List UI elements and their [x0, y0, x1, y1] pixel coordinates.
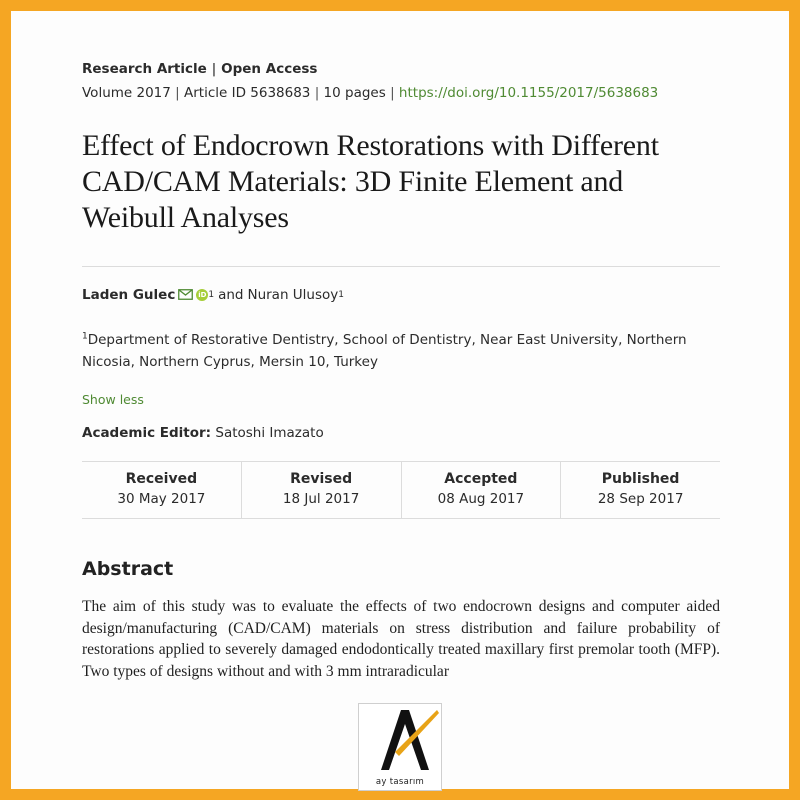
date-value: 18 Jul 2017 [282, 491, 360, 507]
article-id: Article ID 5638683 [184, 85, 311, 101]
article-title: Effect of Endocrown Restorations with Different CAD/CAM Materials: 3D Finite Element and Weibull Analyses [82, 129, 659, 234]
mail-icon[interactable] [178, 288, 193, 304]
affiliation [82, 329, 722, 373]
date-published [560, 462, 720, 518]
show-less-link[interactable]: Show less [82, 392, 144, 407]
affiliation-number: 1 [82, 331, 88, 342]
date-value: 08 Aug 2017 [437, 491, 525, 507]
doi-link[interactable]: https://doi.org/10.1155/2017/5638683 [398, 85, 659, 101]
editor-name: Satoshi Imazato [215, 425, 324, 441]
date-accepted [401, 462, 561, 518]
article-type: Research Article [82, 61, 207, 77]
date-value: 28 Sep 2017 [597, 491, 684, 507]
logo-text: ay tasarım [375, 777, 425, 787]
affiliation-text: Department of Restorative Dentistry, School of Dentistry, Near East University, Northern Nicosia, Northern Cyprus, Mersin 10, Turkey [82, 332, 687, 370]
watermark-logo [358, 703, 442, 791]
logo-a-mark-icon [359, 704, 443, 778]
author-connector: and [218, 287, 244, 303]
date-value: 30 May 2017 [117, 491, 206, 507]
academic-editor [82, 425, 324, 441]
abstract-heading: Abstract [82, 558, 174, 580]
date-label: Accepted [444, 471, 518, 487]
date-label: Received [125, 471, 198, 487]
orcid-icon[interactable]: iD [198, 291, 207, 299]
author-nuran-ulusoy[interactable]: Nuran Ulusoy [247, 287, 339, 303]
editor-label: Academic Editor: [82, 425, 212, 441]
access-label: Open Access [221, 61, 318, 77]
abstract-text: The aim of this study was to evaluate the effects of two endocrown designs and computer aided design/manufacturing (CAD/CAM) materials on stress distribution and failure probability of restorations applied to severely damaged endodontically treated maxillary first premolar tooth (MFP). Two types of designs without and with 3 mm intraradicular [82, 598, 720, 680]
date-label: Published [601, 471, 680, 487]
volume: Volume 2017 [82, 85, 171, 101]
article-type-line: Research Article | Open Access [82, 61, 318, 77]
date-label: Revised [290, 471, 353, 487]
divider [82, 266, 720, 267]
date-received [82, 462, 241, 518]
dates-table [82, 461, 720, 519]
date-revised [241, 462, 401, 518]
author-laden-gulec[interactable]: Laden Gulec [82, 287, 176, 303]
page-count: 10 pages [323, 85, 386, 101]
author-list: Laden Gulec iD 1 and Nuran Ulusoy 1 [82, 287, 344, 303]
article-meta-line: Volume 2017 | Article ID 5638683 | 10 pages | https://doi.org/10.1155/2017/5638683 [82, 85, 659, 101]
